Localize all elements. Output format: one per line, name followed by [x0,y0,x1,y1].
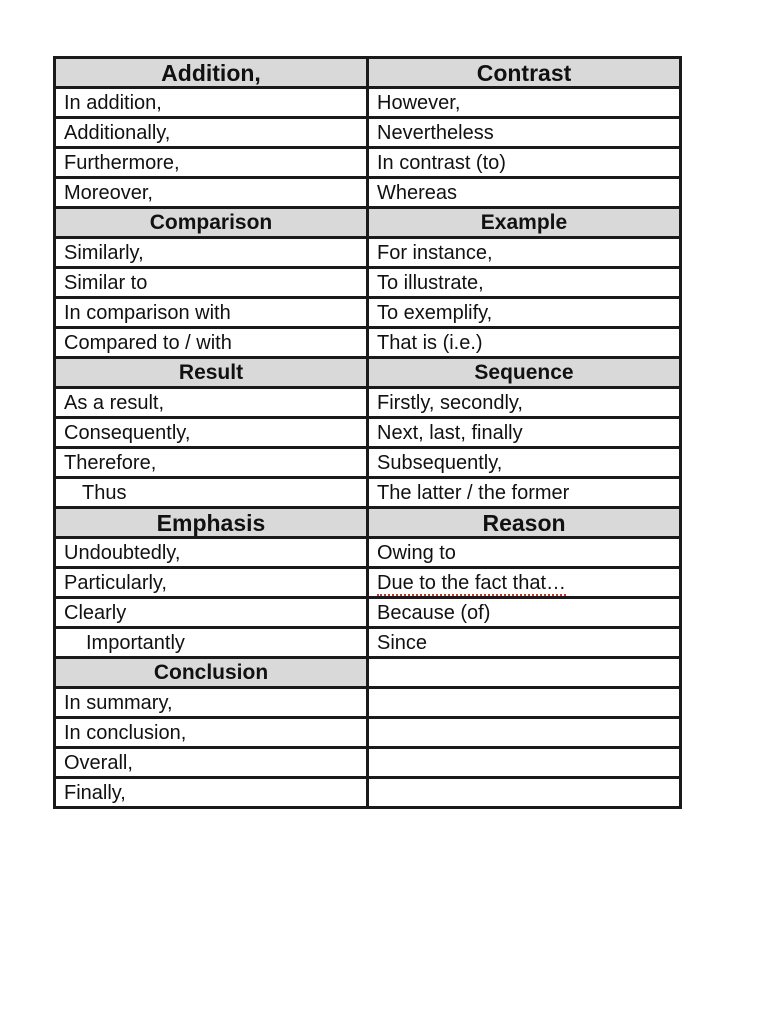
table-row [55,298,681,328]
table-row [55,418,681,448]
table-row [55,118,681,148]
table-cell: Undoubtedly, [55,538,368,568]
table-cell: However, [368,88,681,118]
table-cell: In contrast (to) [368,148,681,178]
empty-cell [368,658,681,688]
table-cell: To illustrate, [368,268,681,298]
table-row [55,178,681,208]
table-cell: To exemplify, [368,298,681,328]
empty-cell [368,718,681,748]
empty-cell [368,778,681,808]
table-cell: Compared to / with [55,328,368,358]
empty-cell [368,748,681,778]
table-cell: In conclusion, [55,718,368,748]
section-header-row [55,58,681,88]
table-cell [368,568,681,598]
table-cell: In comparison with [55,298,368,328]
table-row [55,238,681,268]
table-row [55,568,681,598]
table-row [55,388,681,418]
table-row [55,718,681,748]
linking-words-table [53,56,682,809]
table-row [55,538,681,568]
heading-comparison: Comparison [55,208,368,238]
table-cell: Because (of) [368,598,681,628]
table-cell: Moreover, [55,178,368,208]
table-cell: Owing to [368,538,681,568]
table-row [55,628,681,658]
section-header-row [55,358,681,388]
linking-words-sheet [53,56,679,809]
table-cell: Similarly, [55,238,368,268]
empty-cell [368,688,681,718]
heading-emphasis: Emphasis [55,508,368,538]
table-row [55,478,681,508]
table-cell: Nevertheless [368,118,681,148]
table-row [55,328,681,358]
section-header-row [55,208,681,238]
underlined-phrase: Due to the fact that… [377,571,566,594]
heading-conclusion: Conclusion [55,658,368,688]
heading-reason: Reason [368,508,681,538]
table-row [55,778,681,808]
table-cell: Whereas [368,178,681,208]
table-cell: In addition, [55,88,368,118]
table-cell: That is (i.e.) [368,328,681,358]
heading-example: Example [368,208,681,238]
table-cell: Clearly [55,598,368,628]
heading-addition: Addition, [55,58,368,88]
section-header-row [55,658,681,688]
table-row [55,268,681,298]
table-cell: Additionally, [55,118,368,148]
table-cell: Therefore, [55,448,368,478]
table-row [55,148,681,178]
heading-sequence: Sequence [368,358,681,388]
table-cell: Particularly, [55,568,368,598]
table-cell: Importantly [55,628,368,658]
table-cell: Since [368,628,681,658]
table-cell: As a result, [55,388,368,418]
heading-result: Result [55,358,368,388]
table-cell: Subsequently, [368,448,681,478]
table-row [55,598,681,628]
table-cell: Thus [55,478,368,508]
table-cell: Consequently, [55,418,368,448]
table-cell: Finally, [55,778,368,808]
table-row [55,688,681,718]
table-cell: Next, last, finally [368,418,681,448]
section-header-row [55,508,681,538]
table-cell: Overall, [55,748,368,778]
table-cell: Firstly, secondly, [368,388,681,418]
table-row [55,88,681,118]
table-row [55,748,681,778]
table-cell: Furthermore, [55,148,368,178]
table-cell: Similar to [55,268,368,298]
table-cell: For instance, [368,238,681,268]
table-cell: In summary, [55,688,368,718]
table-cell: The latter / the former [368,478,681,508]
heading-contrast: Contrast [368,58,681,88]
table-row [55,448,681,478]
